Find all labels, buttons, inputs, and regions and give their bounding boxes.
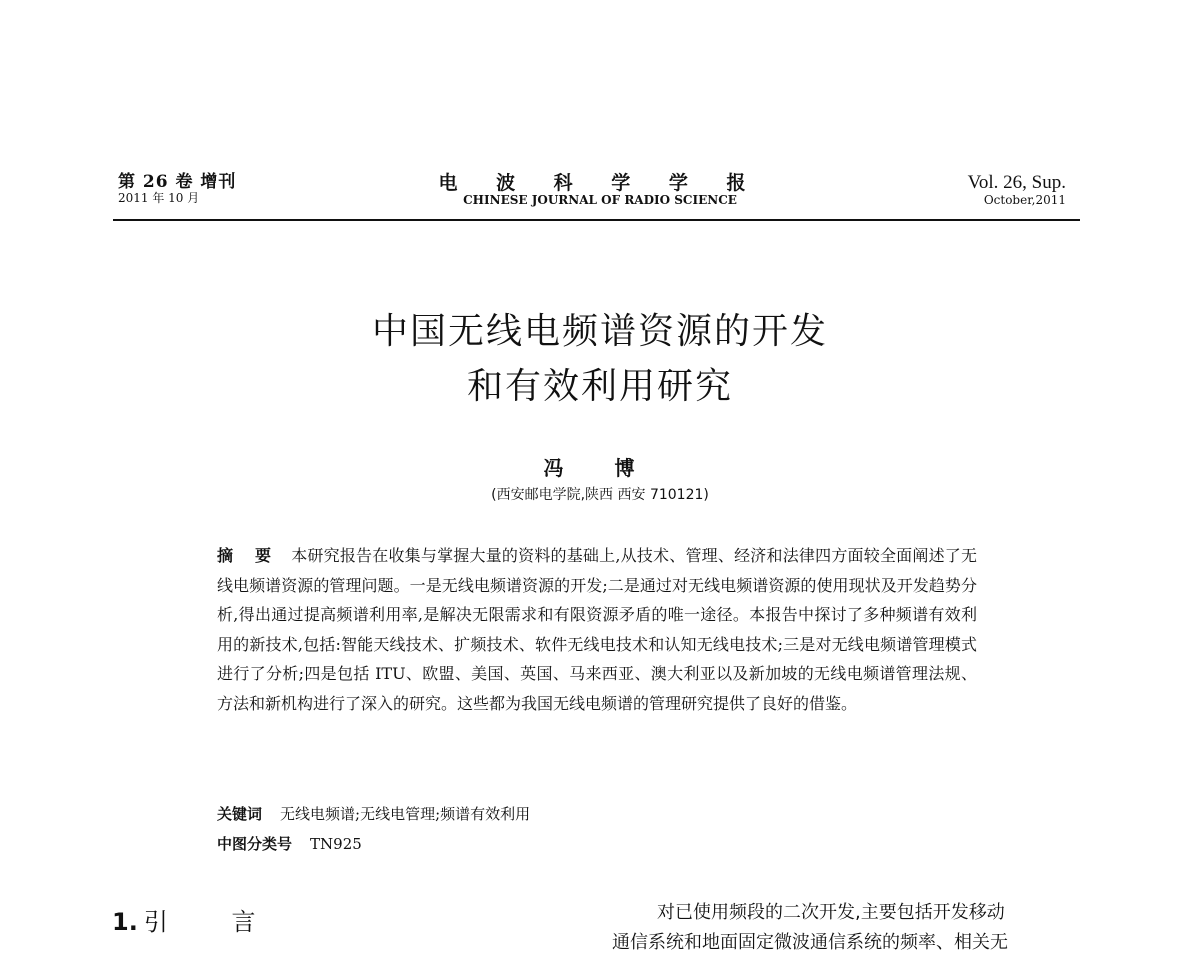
keywords-text: 无线电频谱;无线电管理;频谱有效利用 xyxy=(280,805,531,823)
keywords xyxy=(217,803,530,825)
volume-issue-en: Vol. 26, Sup. xyxy=(967,172,1066,193)
issue-date-en: October,2011 xyxy=(983,193,1066,207)
body-line: 通信系统和地面固定微波通信系统的频率、相关无 xyxy=(612,932,1008,953)
journal-name-en: CHINESE JOURNAL OF RADIO SCIENCE xyxy=(463,193,737,207)
running-header-center xyxy=(400,173,800,207)
section-title: 引 言 xyxy=(143,908,284,936)
section-heading-introduction xyxy=(112,906,283,938)
author-affiliation: (西安邮电学院,陕西 西安 710121) xyxy=(491,487,709,503)
classification-label: 中图分类号 xyxy=(217,835,293,853)
abstract xyxy=(217,541,977,718)
volume-issue-cn: 第 26 卷 增刊 xyxy=(118,172,237,192)
paper-title-line-2: 和有效利用研究 xyxy=(466,366,733,407)
abstract-label: 摘 要 xyxy=(217,546,280,565)
issue-date-cn: 2011 年 10 月 xyxy=(118,191,200,205)
classification-code: TN925 xyxy=(310,835,362,853)
author-name: 冯 博 xyxy=(543,456,657,480)
header-rule xyxy=(113,219,1080,221)
keywords-label: 关键词 xyxy=(217,805,263,823)
journal-name-cn: 电 波 科 学 学 报 xyxy=(438,172,762,194)
classification-number xyxy=(217,833,362,855)
running-header-right xyxy=(968,173,1066,207)
paper-title-line-1: 中国无线电频谱资源的开发 xyxy=(371,311,828,352)
abstract-text: 本研究报告在收集与掌握大量的资料的基础上,从技术、管理、经济和法律四方面较全面阐述了无线电频谱资源的管理问题。一是无线电频谱资源的开发;二是通过对无线电频谱资源的使用现状及开发趋势分析,得出通过提高频谱利用率,是解决无限需求和有限资源矛盾的唯一途径。本报告中探讨了多种频谱有效利用的新技术,包括:智能天线技术、扩频技术、软件无线电技术和认知无线电技术;三是对无线电频谱管理模式进行了分析;四是包括 ITU、欧盟、美国、英国、马来西亚、澳大利亚以及新加坡的无线电频谱管理法规、方法和新机构进行了深入的研究。这些都为我国无线电频谱的管理研究提供了良好的借鉴。 xyxy=(217,546,977,713)
running-header-left xyxy=(118,173,236,205)
section-number: 1. xyxy=(112,908,138,936)
body-text-right-column xyxy=(612,898,1080,958)
body-line: 对已使用频段的二次开发,主要包括开发移动 xyxy=(657,902,1005,923)
